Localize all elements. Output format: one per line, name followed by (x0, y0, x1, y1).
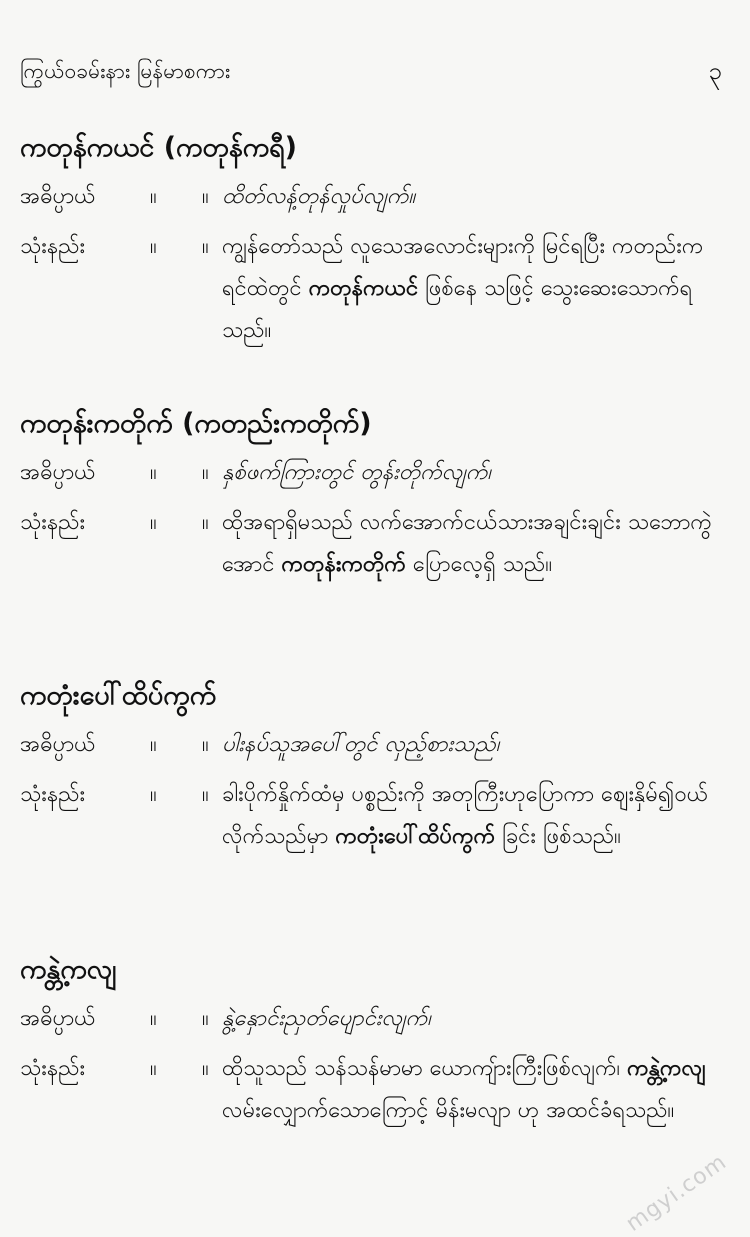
entry-1 (20, 128, 730, 352)
section-mark: ။ (202, 234, 209, 259)
section-mark: ။ (150, 732, 157, 757)
section-mark: ။ (202, 732, 209, 757)
section-mark: ။ (202, 782, 209, 807)
section-mark: ။ (202, 184, 209, 209)
usage-text-start: ထိုသူသည် သန်သန်မာမာ ယောကျ်ားကြီးဖြစ်လျက်၊ (222, 1056, 628, 1081)
meaning-row (20, 452, 730, 494)
section-mark: ။ (150, 460, 157, 485)
section-mark: ။ (150, 1056, 157, 1081)
usage-text (222, 1048, 730, 1132)
usage-text (222, 774, 730, 858)
meaning-text: နှစ်ဖက်ကြားတွင် တွန်းတိုက်လျက်၊ (222, 460, 491, 485)
usage-text-end: လမ်းလျှောက်သောကြောင့် မိန်းမလျာ ဟု အထင်ခံရသည်။ (222, 1098, 675, 1123)
usage-highlight: ကန္တဲ့ကလျ (627, 1056, 706, 1081)
meaning-row (20, 998, 730, 1040)
entry-3 (20, 676, 730, 858)
usage-label: သုံးနည်း (20, 782, 86, 807)
usage-text (222, 502, 730, 586)
entry-4 (20, 950, 730, 1132)
entry-2 (20, 404, 730, 586)
usage-text-start: ခါးပိုက်နှိုက်ထံမှ ပစ္စည်းကို အတုကြီးဟုပြောကာ ဈေးနှိမ်၍ဝယ်လိုက်သည်မှာ (222, 782, 709, 849)
page-number: ၃ (708, 57, 722, 85)
usage-text-end: ခြင်း ဖြစ်သည်။ (495, 824, 621, 849)
usage-row (20, 226, 730, 352)
meaning-label: အဓိပ္ပာယ် (20, 732, 96, 757)
usage-text-start: ထိုအရာရှိမသည် လက်အောက်ငယ်သားအချင်းချင်း သဘောကွဲအောင် (222, 510, 712, 577)
entry-title: ကတုန်းကတိုက် (ကတည်းကတိုက်) (20, 408, 372, 439)
entry-title: ကတုန်ကယင် (ကတုန်ကရီ) (20, 132, 297, 163)
meaning-text: နွဲ့နှောင်းညှတ်ပျောင်းလျက်၊ (222, 1006, 431, 1031)
usage-row (20, 502, 730, 586)
watermark: mgyi.com (622, 1149, 732, 1237)
meaning-row (20, 176, 730, 218)
usage-text (222, 226, 730, 352)
entry-title: ကန္တဲ့ကလျ (20, 954, 117, 985)
meaning-label: အဓိပ္ပာယ် (20, 460, 96, 485)
book-title: ကြွယ်ဝခမ်းနား မြန်မာစကား (20, 59, 231, 83)
usage-row (20, 1048, 730, 1132)
section-mark: ။ (202, 1006, 209, 1031)
section-mark: ။ (150, 1006, 157, 1031)
meaning-row (20, 724, 730, 766)
section-mark: ။ (150, 510, 157, 535)
usage-highlight: ကတုန်းကတိုက် (281, 552, 406, 577)
meaning-label: အဓိပ္ပာယ် (20, 184, 96, 209)
usage-label: သုံးနည်း (20, 1056, 86, 1081)
usage-label: သုံးနည်း (20, 510, 86, 535)
meaning-text: ပါးနပ်သူအပေါ်တွင် လှည့်စားသည်၊ (222, 732, 500, 757)
section-mark: ။ (150, 234, 157, 259)
entry-title: ကတုံးပေါ်ထိပ်ကွက် (20, 680, 217, 711)
usage-row (20, 774, 730, 858)
usage-highlight: ကတုံးပေါ်ထိပ်ကွက် (335, 824, 496, 849)
usage-text-start: ကျွန်တော်သည် လူသေအလောင်းများကို မြင်ရပြီး ကတည်းက ရင်ထဲတွင် (222, 234, 704, 301)
section-mark: ။ (202, 510, 209, 535)
section-mark: ။ (202, 1056, 209, 1081)
usage-label: သုံးနည်း (20, 234, 86, 259)
meaning-text: ထိတ်လန့်တုန်လှုပ်လျက်။ (222, 184, 415, 209)
meaning-label: အဓိပ္ပာယ် (20, 1006, 96, 1031)
usage-text-end: ဖြစ်နေ သဖြင့် သွေးဆေးသောက်ရသည်။ (222, 276, 693, 343)
usage-highlight: ကတုန်ကယင် (308, 276, 419, 301)
section-mark: ။ (202, 460, 209, 485)
usage-text-end: ပြောလေ့ရှိ သည်။ (405, 552, 552, 577)
section-mark: ။ (150, 184, 157, 209)
section-mark: ။ (150, 782, 157, 807)
page-header (20, 54, 730, 88)
